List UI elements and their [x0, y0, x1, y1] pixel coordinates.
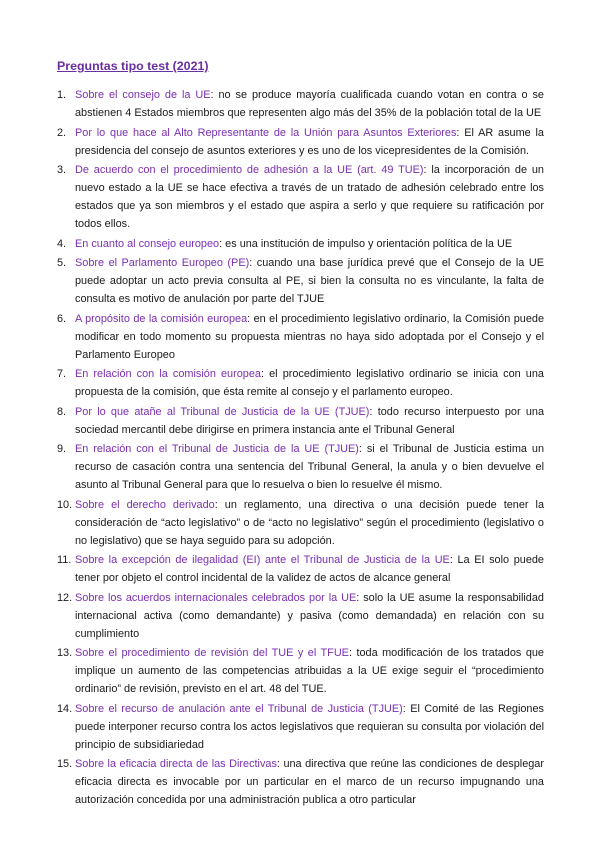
question-answer: La EI solo puede tener por objeto el control incidental de la validez de actos de alcance general: [75, 554, 544, 584]
question-answer: El Comité de las Regiones puede interponer recurso contra los actos legislativos que requieran su consulta por violación del principio de subsidiariedad: [75, 702, 544, 751]
question-answer: toda modificación de los tratados que implique un aumento de las competencias atribuidas a la UE exige seguir el “procedimiento ordinario” de revisión, previsto en el art. 48 del TUE.: [75, 647, 544, 695]
question-separator: :: [219, 237, 223, 250]
question-topic: Sobre el consejo de la UE: [75, 89, 211, 101]
question-item: [57, 235, 544, 253]
question-number: 5.: [57, 257, 67, 269]
question-number: 7.: [57, 368, 67, 380]
question-separator: :: [260, 368, 264, 380]
question-answer: en el procedimiento legislativo ordinario, la Comisión puede modificar en todo momento su propuesta mientras no haya sido adoptada por el Consejo y el Parlamento Europeo: [75, 312, 544, 361]
question-topic: Por lo que atañe al Tribunal de Justicia de la UE (TJUE): [75, 405, 370, 418]
question-item: [57, 86, 544, 122]
question-item: [57, 161, 544, 233]
question-topic: Sobre la eficacia directa de las Directivas: [75, 758, 277, 770]
question-number: 14.: [57, 702, 73, 715]
question-item: [57, 310, 544, 364]
question-topic: Sobre el recurso de anulación ante el Tribunal de Justicia (TJUE): [75, 702, 403, 715]
question-topic: Por lo que hace al Alto Representante de la Unión para Asuntos Exteriores: [75, 126, 457, 139]
question-number: 11.: [57, 554, 72, 566]
question-item: [57, 551, 544, 587]
question-number: 3.: [57, 164, 67, 176]
question-answer: solo la UE asume la responsabilidad internacional activa (como demandante) y pasiva (como demandada) en relación con su cumplimiento: [75, 591, 544, 640]
question-answer: no se produce mayoría cualificada cuando votan en contra o se abstienen 4 Estados miembros que representen algo más del 35% de la población total de la UE: [75, 89, 544, 119]
question-item: [57, 254, 544, 308]
question-item: [57, 440, 544, 494]
question-topic: Sobre el derecho derivado: [75, 498, 215, 511]
question-separator: :: [210, 89, 214, 101]
question-number: 2.: [57, 126, 67, 139]
question-number: 4.: [57, 237, 67, 250]
question-number: 13.: [57, 647, 73, 659]
question-separator: :: [276, 758, 280, 770]
question-answer: un reglamento, una directiva o una decisión puede tener la consideración de “acto legislativo” o de “acto no legislativo” según el procedimiento (legislativo o no legislativo) que se haya seguido para su adopción.: [75, 498, 545, 547]
question-topic: Sobre la excepción de ilegalidad (EI) ante el Tribunal de Justicia de la UE: [75, 554, 450, 566]
question-topic: De acuerdo con el procedimiento de adhesión a la UE (art. 49 TUE): [75, 164, 424, 176]
question-separator: :: [402, 702, 406, 715]
question-separator: :: [356, 591, 360, 604]
question-answer: el procedimiento legislativo ordinario se inicia con una propuesta de la comisión, que ésta remite al consejo y el parlamento europeo.: [75, 368, 544, 398]
question-item: [57, 700, 544, 754]
question-number: 8.: [57, 405, 67, 418]
question-separator: :: [358, 443, 362, 455]
question-list: [57, 86, 544, 809]
question-topic: En relación con el Tribunal de Justicia de la UE (TJUE): [75, 443, 359, 455]
question-item: [57, 365, 544, 401]
question-item: [57, 755, 544, 809]
question-number: 1.: [57, 89, 67, 101]
question-answer: una directiva que reúne las condiciones de desplegar eficacia directa es invocable por un particular en el marco de un recurso impugnando una autorización concedida por una administración publica a otro particular: [75, 758, 544, 806]
question-separator: :: [249, 257, 253, 269]
question-number: 15.: [57, 758, 73, 770]
question-number: 6.: [57, 312, 67, 325]
question-topic: Sobre los acuerdos internacionales celebrados por la UE: [75, 591, 357, 604]
question-item: [57, 589, 544, 643]
question-topic: Sobre el procedimiento de revisión del TUE y el TFUE: [75, 647, 349, 659]
question-answer: si el Tribunal de Justicia estima un recurso de casación contra una sentencia del Tribunal General, la anula y o bien devuelve el asunto al Tribunal General para que lo resuelva o bien lo resuelve él mismo.: [75, 443, 544, 491]
question-separator: :: [247, 312, 251, 325]
question-answer: es una institución de impulso y orientación política de la UE: [222, 237, 513, 250]
question-item: [57, 403, 544, 439]
question-separator: :: [456, 126, 460, 139]
question-number: 9.: [57, 443, 67, 455]
question-separator: :: [214, 498, 218, 511]
question-separator: :: [369, 405, 373, 418]
question-answer: cuando una base jurídica prevé que el Consejo de la UE puede adoptar un acto previa consulta al PE, si bien la consulta no es vinculante, la falta de consulta es motivo de anulación por parte del TJUE: [75, 257, 544, 305]
question-separator: :: [449, 554, 453, 566]
question-number: 10.: [57, 498, 73, 511]
question-topic: En relación con la comisión europea: [75, 368, 261, 380]
question-topic: En cuanto al consejo europeo: [75, 237, 220, 250]
question-answer: todo recurso interpuesto por una sociedad mercantil debe dirigirse en primera instancia ante el Tribunal General: [75, 405, 544, 436]
question-item: [57, 496, 544, 550]
page-title: Preguntas tipo test (2021): [57, 59, 209, 73]
question-number: 12.: [57, 591, 73, 604]
question-topic: Sobre el Parlamento Europeo (PE): [75, 257, 250, 269]
question-answer: la incorporación de un nuevo estado a la UE se hace efectiva a través de un tratado de adhesión celebrado entre los estados que ya son miembros y el estado que aspira a serlo y que requiere su ratificación por todos ellos.: [75, 164, 544, 230]
question-separator: :: [423, 164, 427, 176]
question-answer: El AR asume la presidencia del consejo de asuntos exteriores y es uno de los vicepresidentes de la Comisión.: [75, 126, 544, 157]
question-topic: A propósito de la comisión europea: [75, 312, 248, 325]
question-separator: :: [348, 647, 352, 659]
question-item: [57, 124, 544, 160]
question-item: [57, 644, 544, 698]
